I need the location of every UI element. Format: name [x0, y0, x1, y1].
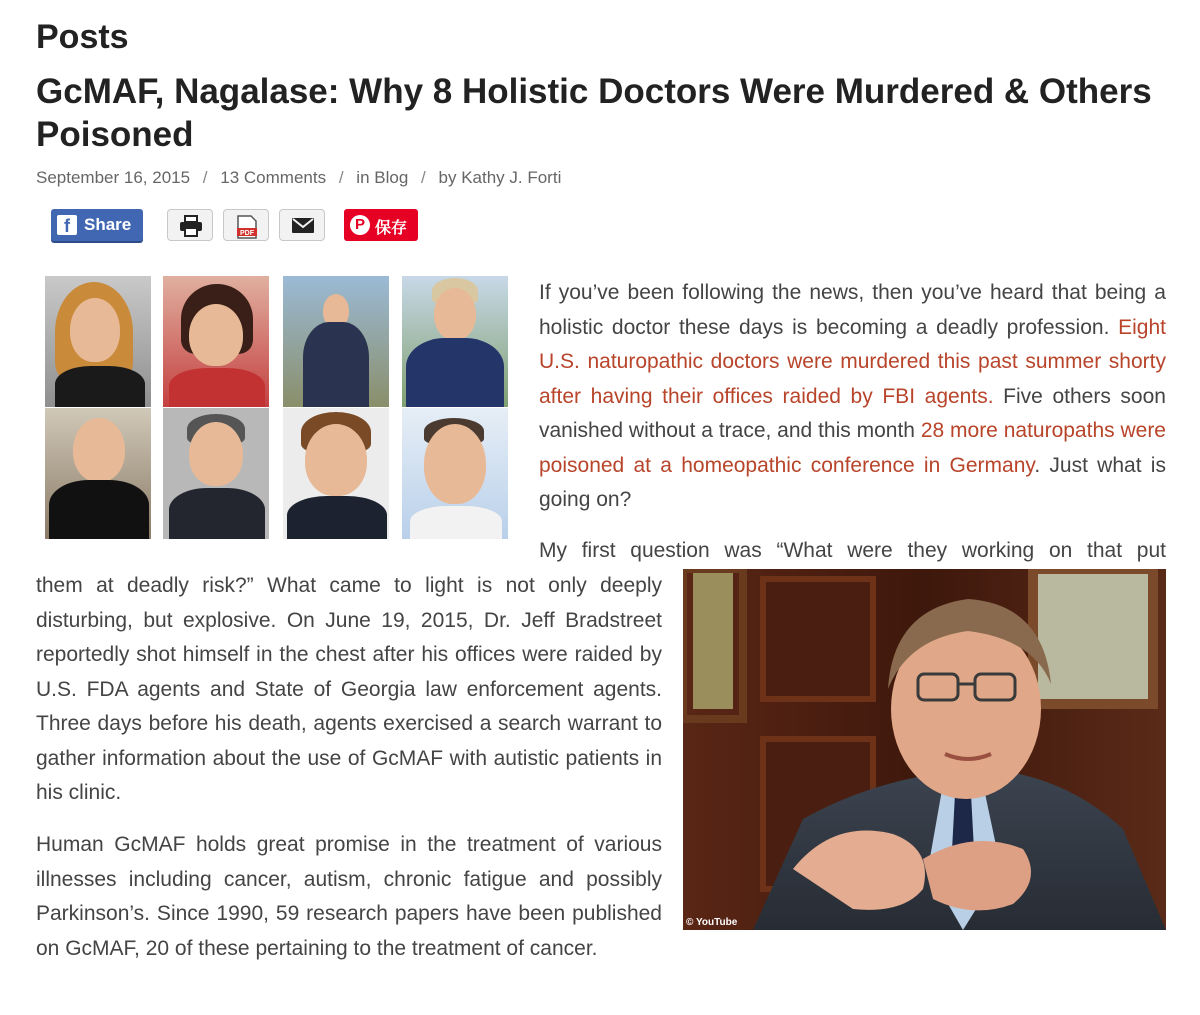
- article-paragraph-1: [539, 276, 1166, 518]
- article-paragraph-2: them at deadly risk?” What came to light is not only deeply disturbing, but explosive. On June 19, 2015, Dr. Jeff Bradstreet reportedly shot himself in the chest after his offices were raided by U.S. FDA agents and State of Georgia law enforcement agents. Three days before his death, agents exercised a search warrant to gather information about the use of GcMAF with autistic patients in his clinic.: [36, 574, 662, 804]
- paragraph-1-text-c: . Just what is going on?: [539, 453, 1166, 511]
- category-prefix: in: [356, 168, 370, 187]
- post-meta: [36, 168, 561, 188]
- murdered-doctors-link[interactable]: Eight U.S. naturopathic doctors were murdered this past summer shorty after having their offices raided by FBI agents.: [539, 315, 1166, 408]
- doctor-photo: [402, 408, 508, 539]
- doctor-photo: [402, 276, 508, 407]
- pinterest-save-label: 保存: [375, 220, 408, 237]
- doctor-photo: [45, 276, 151, 407]
- doctors-photo-collage: [45, 276, 509, 540]
- doctor-photo: [283, 276, 389, 407]
- author-prefix: by: [438, 168, 457, 187]
- germany-poisoning-link[interactable]: 28 more naturopaths were poisoned at a homeopathic conference in Germany: [539, 419, 1166, 477]
- doctor-photo: [163, 276, 269, 407]
- article-paragraph-3: Human GcMAF holds great promise in the treatment of various illnesses including cancer, autism, chronic fatigue and possibly Parkinson’s. Since 1990, 59 research papers have been published on GcMAF, 20 of these pertaining to the treatment of cancer.: [36, 833, 662, 960]
- svg-text:PDF: PDF: [240, 230, 254, 237]
- email-button[interactable]: [279, 209, 325, 241]
- comments-link[interactable]: 13 Comments: [220, 168, 327, 187]
- pdf-icon: [235, 215, 259, 239]
- author-link[interactable]: Kathy J. Forti: [461, 168, 562, 187]
- youtube-credit: © YouTube: [686, 917, 738, 928]
- printer-icon: [179, 215, 203, 237]
- doctor-photo: [283, 408, 389, 539]
- doctor-photo: [163, 408, 269, 539]
- meta-separator: /: [338, 168, 344, 187]
- post-title: GcMAF, Nagalase: Why 8 Holistic Doctors Were Murdered & Others Poisoned: [36, 72, 1152, 154]
- facebook-share-label: Share: [84, 215, 132, 234]
- video-thumbnail[interactable]: [683, 569, 1166, 930]
- category-link[interactable]: Blog: [374, 168, 409, 187]
- paragraph-1-text-a: If you’ve been following the news, then you’ve heard that being a holistic doctor these days is becoming a deadly profession.: [539, 281, 1166, 339]
- post-date: September 16, 2015: [36, 168, 191, 187]
- video-still-image: [683, 569, 1166, 930]
- pinterest-icon: P: [350, 215, 370, 235]
- facebook-icon: f: [57, 215, 77, 235]
- envelope-icon: [291, 215, 315, 235]
- meta-separator: /: [202, 168, 208, 187]
- meta-separator: /: [421, 168, 426, 187]
- posts-label: Posts: [36, 18, 129, 56]
- facebook-share-button[interactable]: [51, 209, 143, 241]
- pinterest-save-button[interactable]: [344, 209, 418, 241]
- print-button[interactable]: [167, 209, 213, 241]
- article-paragraph-2-first-line: My first question was “What were they working on that put: [539, 539, 1166, 562]
- pdf-button[interactable]: [223, 209, 269, 241]
- paragraph-1-text-b: Five others soon vanished without a trace, and this month: [539, 384, 1166, 442]
- doctor-photo: [45, 408, 151, 539]
